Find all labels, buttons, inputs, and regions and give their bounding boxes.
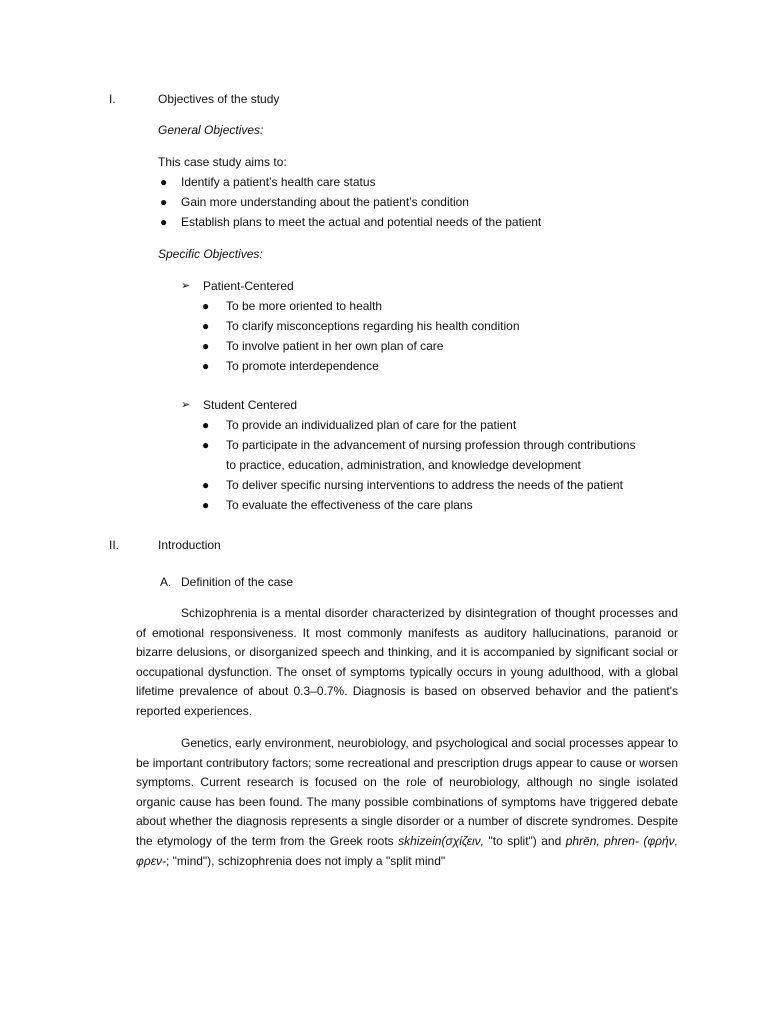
general-objectives-label: General Objectives: xyxy=(158,123,264,137)
student-centered-label: Student Centered xyxy=(203,398,298,412)
bullet-icon: ● xyxy=(202,359,210,373)
bullet-icon: ● xyxy=(202,299,210,313)
subsection-heading: Definition of the case xyxy=(181,575,294,589)
student-centered-item-continuation: to practice, education, administration, and knowledge development xyxy=(226,458,581,472)
bullet-icon: ● xyxy=(202,438,210,452)
mind-text: ; "mind"), schizophrenia does not imply a "split mind" xyxy=(165,853,446,868)
student-centered-item: To evaluate the effectiveness of the care plans xyxy=(226,498,473,512)
student-centered-item: To provide an individualized plan of care for the patient xyxy=(226,418,517,432)
general-objective-item: Identify a patient’s health care status xyxy=(181,175,376,189)
bullet-icon: ● xyxy=(202,339,210,353)
greek-script-phren: (φρήν, φρεν- xyxy=(136,833,679,868)
patient-centered-item: To clarify misconceptions regarding his health condition xyxy=(226,319,520,333)
bullet-icon: ● xyxy=(202,498,210,512)
bullet-icon: ● xyxy=(160,215,168,229)
bullet-icon: ● xyxy=(202,418,210,432)
greek-script-schizein: (σχίζειν, xyxy=(441,833,485,848)
paragraph-1-text: Schizophrenia is a mental disorder characterized by disintegration of thought processes and of emotional responsiveness. It most commonly manifests as auditory hallucinations, paranoid or bizarre delusions, or disorganized speech and thinking, and it is accompanied by significant social or occupational dysfunction. The onset of symptoms typically occurs in young adulthood, with a global lifetime prevalence of about 0.3–0.7%. Diagnosis is based on observed behavior and the patient's reported experiences. xyxy=(136,606,678,718)
greek-root-schizein: skhizein xyxy=(398,833,442,848)
patient-centered-item: To be more oriented to health xyxy=(226,299,383,313)
general-objective-item: Gain more understanding about the patient’s condition xyxy=(181,195,469,209)
section-1-numeral: I. xyxy=(109,92,116,106)
bullet-icon: ● xyxy=(202,319,210,333)
arrow-bullet-icon: ➢ xyxy=(181,280,191,292)
bullet-icon: ● xyxy=(160,195,168,209)
bullet-icon: ● xyxy=(160,175,168,189)
student-centered-item: To participate in the advancement of nursing profession through contributions xyxy=(226,438,636,452)
general-objectives-intro: This case study aims to: xyxy=(158,155,287,169)
to-split-text: "to split") and xyxy=(484,833,566,848)
patient-centered-item: To involve patient in her own plan of care xyxy=(226,339,444,353)
general-objective-item: Establish plans to meet the actual and potential needs of the patient xyxy=(181,215,542,229)
arrow-bullet-icon: ➢ xyxy=(181,399,191,411)
patient-centered-item: To promote interdependence xyxy=(226,359,379,373)
greek-root-phren: phrēn, phren- xyxy=(565,833,639,848)
section-2-numeral: II. xyxy=(109,538,120,552)
bullet-icon: ● xyxy=(202,478,210,492)
definition-paragraph-2 xyxy=(136,734,678,871)
specific-objectives-label: Specific Objectives: xyxy=(158,247,263,261)
paragraph-2-text xyxy=(136,734,678,871)
paragraph-2-main: Genetics, early environment, neurobiology, and psychological and social processes appear to be important contributory factors; some recreational and prescription drugs appear to cause or worsen symptoms. Current research is focused on the role of neurobiology, although no single isolated organic cause has been found. The many possible combinations of symptoms have triggered debate about whether the diagnosis represents a single disorder or a number of discrete syndromes. Despite the etymology of the term from the Greek roots xyxy=(136,736,678,848)
patient-centered-label: Patient-Centered xyxy=(203,279,294,293)
section-2-heading: Introduction xyxy=(158,538,221,552)
subsection-letter: A. xyxy=(160,575,172,589)
section-1-heading: Objectives of the study xyxy=(158,92,280,106)
student-centered-item: To deliver specific nursing interventions to address the needs of the patient xyxy=(226,478,623,492)
definition-paragraph-1 xyxy=(136,604,678,722)
